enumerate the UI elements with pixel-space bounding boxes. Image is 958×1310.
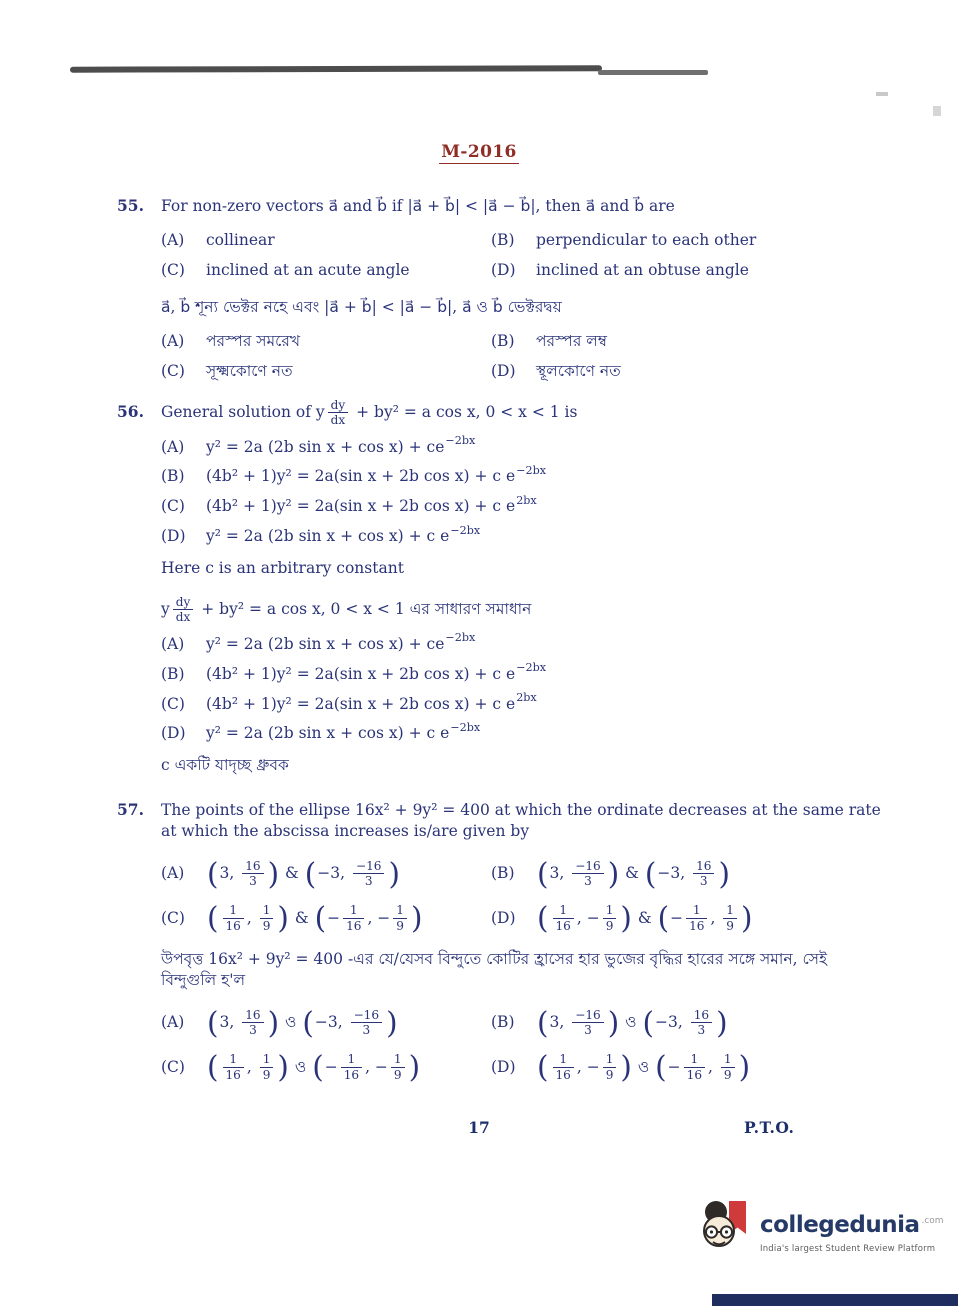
question-number: 55. [117,196,144,215]
math-superscript: −2bx [445,434,476,448]
option-label: (A) [161,634,185,653]
fraction-denominator: 3 [699,874,708,889]
option-formula [206,691,537,715]
math-text: & [620,864,644,883]
option-text: পরস্পর লম্ব [536,331,607,350]
option-label: (A) [161,331,185,350]
math-text: (4b² + 1)y² = 2a(sin x + 2b cos x) + c e [206,467,516,486]
fraction-numerator: 1 [223,903,244,918]
option-formula: ( 3, $\frac{-16}{3}$ ) & ( −3, $\frac{16}{3}$ ) [537,856,730,891]
math-text: − [670,908,684,927]
math-superscript: −2bx [516,464,547,478]
q57-stem-bn-line1-text: উপবৃত্ত 16x² + 9y² = 400 -এর যে/যেসব বিন্দুতে কোটির হ্রাসের হার ভুজের বৃদ্ধির হারের সঙ্গে সমান, সেই [161,949,828,968]
option [161,901,491,936]
math-text: ও [620,1013,642,1032]
math-text: − [667,1057,681,1076]
fraction-numerator: dy [328,398,349,413]
question-number: 57. [117,800,144,819]
option [161,1050,491,1085]
option-label: (B) [491,230,515,249]
q56-options-bn [161,631,900,745]
fraction-denominator: 9 [726,918,734,933]
option-label: (B) [491,331,515,350]
fraction-denominator: 16 [686,1067,703,1082]
q55-stem-row [117,196,900,217]
fraction-numerator: 1 [686,903,707,918]
collegedunia-logo [698,1200,944,1258]
fraction-numerator: 1 [553,1052,574,1067]
q56-options-en [161,434,900,548]
q56-stem-en [161,398,577,428]
option-formula [206,526,480,547]
option-label: (D) [161,527,186,546]
math-text: y² = 2a (2b sin x + cos x) + ce [206,634,445,653]
math-fraction [260,1052,274,1082]
math-text: y² = 2a (2b sin x + cos x) + ce [206,437,445,456]
math-fraction [553,1052,574,1082]
math-fraction [242,859,263,889]
fraction-numerator: 1 [393,903,407,918]
option-text: inclined at an acute angle [206,260,410,279]
math-fraction [572,1008,604,1038]
q55-options-bn [161,331,900,382]
math-text: , [246,1057,257,1076]
q55-stem-bn-text: a⃗, b⃗ শূন্য ভেক্টর নহে এবং |a⃗ + b⃗| < |a⃗ − b⃗|, a⃗ ও b⃗ ভেক্টরদ্বয় [161,297,562,316]
fraction-numerator: 1 [391,1052,405,1067]
q55-stem-bn [161,297,900,318]
fraction-denominator: dx [175,610,191,625]
math-superscript: −2bx [450,721,481,735]
q57-stem-en-line1: The points of the ellipse 16x² + 9y² = 400 at which the ordinate decreases at the same rate [161,801,881,819]
fraction-denominator: 9 [605,918,614,933]
math-fraction [328,398,349,428]
q56-stem-bn-math [161,595,531,625]
math-text: , − [365,1057,388,1076]
question-57 [117,800,900,1085]
math-text: , [708,1057,718,1076]
option-formula [206,631,476,655]
q55-stem-en: For non-zero vectors a⃗ and b⃗ if |a⃗ + b⃗| < |a⃗ − b⃗|, then a⃗ and b⃗ are [161,197,675,215]
option-text: সূক্ষ্মকোণে নত [206,361,293,380]
math-text: −3, [314,1013,348,1032]
fraction-numerator: 16 [242,1008,263,1023]
scan-artifact-smudge [933,106,941,116]
math-superscript: 2bx [516,691,537,705]
option-formula: ( $\frac{1}{16}$ , − $\frac{1}{9}$ ) & ( − $\frac{1}{16}$ , $\frac{1}{9}$ ) [537,901,753,936]
math-text: (4b² + 1)y² = 2a(sin x + 2b cos x) + c e [206,497,516,516]
collegedunia-logo-icon [698,1200,752,1258]
q57-stem-bn-line2: বিন্দুগুলি হ'ল [161,970,246,989]
math-fraction [223,1052,244,1082]
q57-stem-row [117,800,900,821]
option [491,361,621,382]
math-text: y² = 2a (2b sin x + cos x) + c e [206,724,450,743]
fraction-denominator: 16 [225,918,241,933]
fraction-denominator: 3 [364,874,373,889]
option-text: পরস্পর সমরেখ [206,331,301,350]
option-label: (D) [161,724,186,743]
math-text: −3, [654,1013,688,1032]
option-label: (D) [491,361,516,380]
math-text: & [289,908,314,927]
option [161,661,900,685]
fraction-denominator: 9 [393,1067,402,1082]
math-fraction [391,1052,405,1082]
math-fraction [393,903,407,933]
q55-options-en [161,230,900,281]
option-label: (C) [161,361,185,380]
fraction-denominator: 3 [249,1023,257,1038]
option [161,526,900,547]
fraction-denominator: 9 [262,918,271,933]
math-text: − [327,908,341,927]
option [161,331,491,352]
math-text: & [632,908,657,927]
fraction-numerator: 1 [341,1052,362,1067]
math-text: ও [289,1057,312,1076]
option [161,260,491,281]
brand-row [760,1214,944,1237]
math-text: 3, [549,1013,570,1032]
math-fraction [603,1052,617,1082]
option [161,230,491,251]
q57-stem-bn-line1 [161,949,900,970]
math-text: (4b² + 1)y² = 2a(sin x + 2b cos x) + c e [206,694,516,713]
option-formula [206,661,547,685]
option-label: (A) [161,1013,185,1032]
option [161,434,900,458]
fraction-denominator: dx [330,413,346,428]
math-fraction [343,903,364,933]
q57-options-bn [161,1005,900,1085]
option-label: (D) [491,260,516,279]
option-label: (C) [161,497,185,516]
pto-label: P.T.O. [744,1118,795,1137]
fraction-numerator: 1 [603,1052,617,1067]
paper-code-header [0,142,958,164]
option [161,496,900,517]
math-fraction [351,1008,383,1038]
option-label: (C) [161,694,185,713]
math-superscript: 2bx [516,494,537,508]
math-text: ও [280,1013,302,1032]
math-superscript: −2bx [445,631,476,645]
option-formula: ( $\frac{1}{16}$ , $\frac{1}{9}$ ) ও ( − $\frac{1}{16}$ , − $\frac{1}{9}$ ) [207,1050,421,1085]
fraction-denominator: 3 [584,874,592,889]
option-label: (B) [161,467,185,486]
option [161,723,900,744]
math-superscript: −2bx [450,524,481,538]
math-fraction [242,1008,263,1038]
option-formula [206,434,476,458]
option-formula [206,466,546,487]
option-text: inclined at an obtuse angle [536,260,749,279]
question-number: 56. [117,402,144,422]
option [161,631,900,655]
fraction-denominator: 16 [225,1067,241,1082]
fraction-denominator: 16 [555,918,571,933]
option [161,691,900,715]
question-55 [117,196,900,382]
math-text: , − [576,1057,600,1076]
math-text: ও [632,1057,655,1076]
page-number: 17 [468,1118,490,1137]
fraction-numerator: 1 [723,903,737,918]
option-text: collinear [206,230,275,249]
option [491,901,753,936]
option-label: (D) [491,908,516,927]
fraction-denominator: 9 [396,918,404,933]
math-fraction [223,903,244,933]
fraction-numerator: dy [173,595,194,610]
math-fraction [341,1052,362,1082]
option [491,856,753,891]
math-text: , [710,908,721,927]
math-text: , [246,908,257,927]
math-superscript: −2bx [516,661,547,675]
scan-artifact-bar [598,70,708,75]
option-label: (A) [161,437,185,456]
math-fraction [572,859,604,889]
question-56 [117,398,900,776]
paper-code: M-2016 [441,142,517,162]
math-text: General solution of y [161,403,325,422]
option [491,1005,751,1040]
math-fraction [603,903,617,933]
fraction-denominator: 9 [262,1067,271,1082]
math-fraction [260,903,274,933]
math-text: + by² = a cos x, 0 < x < 1 is [351,403,578,422]
option [161,1005,491,1040]
fraction-numerator: 16 [242,859,263,874]
math-text: , − [367,908,391,927]
math-text: 3, [549,864,570,883]
fraction-numerator: 1 [603,903,617,918]
option-formula: ( $\frac{1}{16}$ , − $\frac{1}{9}$ ) ও ( − $\frac{1}{16}$ , $\frac{1}{9}$ ) [537,1050,751,1085]
option-label: (B) [491,1013,515,1032]
fraction-denominator: 16 [343,1067,360,1082]
math-text: − [324,1057,338,1076]
math-fraction [723,903,737,933]
option-text: স্থূলকোণে নত [536,361,621,380]
q56-stem-row [117,398,900,428]
option-formula: ( $\frac{1}{16}$ , $\frac{1}{9}$ ) & ( − $\frac{1}{16}$ , − $\frac{1}{9}$ ) [207,901,423,936]
option [491,230,756,251]
fraction-denominator: 9 [605,1067,614,1082]
fraction-numerator: 1 [684,1052,705,1067]
fraction-numerator: 1 [343,903,364,918]
q56-stem-bn [161,595,900,625]
fraction-numerator: 16 [693,859,714,874]
option [161,856,491,891]
option [491,331,621,352]
scan-artifact-bar [70,65,602,72]
math-text: y [161,600,170,619]
math-fraction [353,859,385,889]
fraction-denominator: 3 [584,1023,592,1038]
math-text: + by² = a cos x, 0 < x < 1 এর সাধারণ সমাধান [196,600,532,619]
option-label: (A) [161,864,185,883]
option-formula: ( 3, $\frac{16}{3}$ ) & ( −3, $\frac{-16}{3}$ ) [207,856,400,891]
option-formula: ( 3, $\frac{-16}{3}$ ) ও ( −3, $\frac{16}{3}$ ) [537,1005,728,1040]
fraction-numerator: 16 [691,1008,712,1023]
option-label: (A) [161,230,185,249]
fraction-numerator: 1 [553,903,574,918]
fraction-denominator: 9 [723,1067,732,1082]
math-text: 3, [219,864,240,883]
option-label: (C) [161,908,185,927]
fraction-numerator: 1 [223,1052,244,1067]
option-label: (B) [161,664,185,683]
option-label: (C) [161,260,185,279]
math-text: & [280,864,304,883]
fraction-numerator: 1 [260,903,274,918]
math-fraction [721,1052,735,1082]
option-label: (D) [491,1057,516,1076]
option-text: perpendicular to each other [536,230,757,249]
option-formula: ( 3, $\frac{16}{3}$ ) ও ( −3, $\frac{-16}{3}$ ) [207,1005,398,1040]
q56-note-bn: c একটি যাদৃচ্ছ ধ্রুবক [161,756,289,775]
fraction-numerator: 1 [721,1052,735,1067]
fraction-denominator: 16 [689,918,705,933]
option [161,466,900,487]
fraction-denominator: 16 [555,1067,571,1082]
fraction-denominator: 16 [346,918,362,933]
fraction-denominator: 3 [697,1023,706,1038]
q57-options-en [161,856,900,936]
option [161,361,491,382]
brand-tagline: India's largest Student Review Platform [760,1244,936,1254]
scan-artifact-smudge [876,92,888,96]
math-fraction [693,859,714,889]
math-text: −3, [317,864,350,883]
fraction-denominator: 3 [362,1023,371,1038]
fraction-numerator: −16 [351,1008,383,1023]
option [491,260,756,281]
fraction-numerator: −16 [572,1008,604,1023]
math-fraction [691,1008,712,1038]
math-text: (4b² + 1)y² = 2a(sin x + 2b cos x) + c e [206,664,516,683]
q56-note-en: Here c is an arbitrary constant [161,559,404,578]
fraction-numerator: 1 [260,1052,274,1067]
footer-blue-bar [712,1294,958,1306]
fraction-numerator: −16 [353,859,385,874]
logo-text-block [760,1214,944,1254]
q57-stem-en-line2: at which the abscissa increases is/are given by [161,821,530,840]
brand-tld: .com [921,1216,944,1226]
math-fraction [686,903,707,933]
option-label: (C) [161,1057,185,1076]
fraction-denominator: 3 [249,874,257,889]
math-fraction [684,1052,705,1082]
math-text: y² = 2a (2b sin x + cos x) + c e [206,527,450,546]
option [491,1050,751,1085]
math-fraction [553,903,574,933]
option-label: (B) [491,864,515,883]
math-text: −3, [657,864,691,883]
brand-name: collegedunia [760,1212,920,1238]
option-formula [206,723,480,744]
fraction-numerator: −16 [572,859,604,874]
math-text: 3, [219,1013,240,1032]
math-fraction [173,595,194,625]
option-formula [206,496,537,517]
math-text: , − [576,908,600,927]
